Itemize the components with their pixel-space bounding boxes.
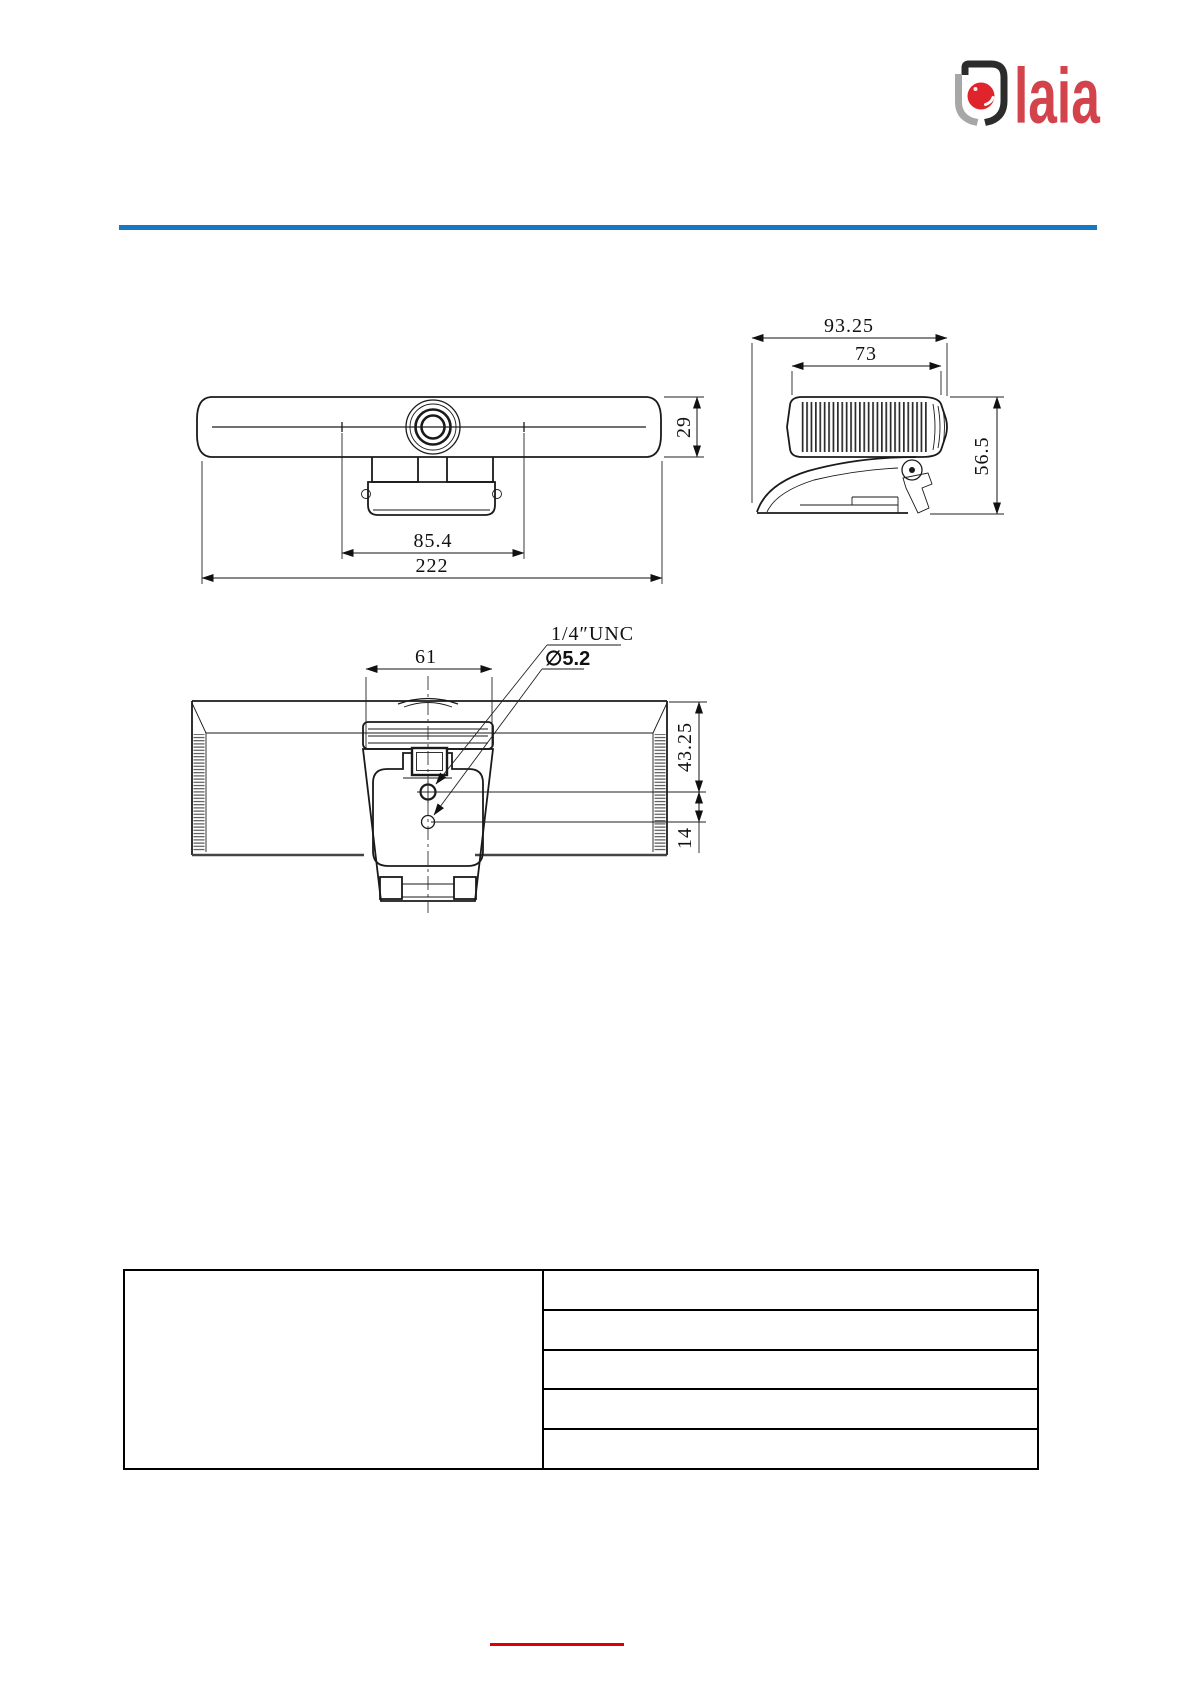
front-view-drawing xyxy=(197,397,704,584)
spec-table xyxy=(123,1269,1039,1470)
spec-table-row xyxy=(544,1428,1037,1468)
dim-front-total-width: 222 xyxy=(415,555,449,577)
bottom-view-drawing xyxy=(192,623,707,913)
spec-table-row xyxy=(544,1349,1037,1389)
laia-wordmark: laia xyxy=(1014,59,1100,131)
dim-bottom-hole-offset: 43.25 xyxy=(674,722,696,772)
dim-side-body-depth: 73 xyxy=(855,343,877,365)
label-thread-size: 1/4″UNC xyxy=(551,623,635,645)
dim-bottom-hole-spacing: 14 xyxy=(674,827,696,849)
spec-table-left-cell xyxy=(125,1271,544,1468)
label-hole-diameter: ∅5.2 xyxy=(545,648,591,670)
spec-table-right-column xyxy=(544,1271,1037,1468)
side-view-drawing xyxy=(752,315,1004,514)
dim-bottom-bracket-width: 61 xyxy=(415,646,437,668)
spec-table-row xyxy=(544,1271,1037,1309)
dim-front-height: 29 xyxy=(673,416,695,438)
dim-side-total-depth: 93.25 xyxy=(824,315,874,337)
spec-table-row xyxy=(544,1388,1037,1428)
footer-link-underline[interactable] xyxy=(490,1643,624,1646)
spec-table-row xyxy=(544,1309,1037,1349)
dim-side-total-height: 56.5 xyxy=(971,436,993,476)
dim-front-mount-spacing: 85.4 xyxy=(413,530,453,552)
